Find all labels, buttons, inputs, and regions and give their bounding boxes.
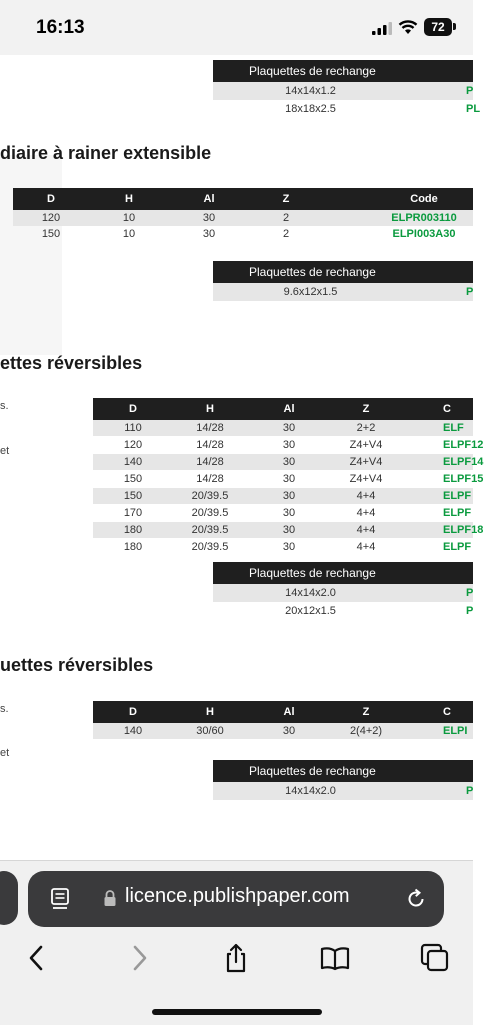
plaquettes-row: [213, 82, 473, 100]
cell-h: 10: [122, 228, 136, 240]
side-text: et: [0, 445, 10, 457]
plaquette-code[interactable]: P: [466, 785, 474, 797]
plaquettes-header: [213, 261, 473, 283]
cell-h: 14/28: [196, 473, 224, 485]
cell-d: 140: [123, 725, 143, 737]
cell-code[interactable]: ELPF: [443, 541, 472, 553]
plaquette-code[interactable]: PL: [466, 103, 481, 115]
col-h: H: [125, 193, 133, 205]
cell-d: 120: [123, 439, 143, 451]
reload-icon[interactable]: [404, 887, 428, 911]
cell-d: 120: [41, 212, 61, 224]
col-z: Z: [362, 706, 370, 718]
table-row: [93, 454, 484, 470]
col-al: Al: [203, 193, 215, 205]
cell-z: 4+4: [356, 524, 376, 536]
plaquette-size: 14x14x1.2: [285, 85, 336, 97]
plaquette-code[interactable]: P: [466, 85, 474, 97]
table-row: [93, 471, 484, 487]
bookmarks-icon[interactable]: [320, 943, 350, 973]
col-z: Z: [282, 193, 290, 205]
cell-h: 14/28: [196, 456, 224, 468]
table-row: [93, 723, 473, 739]
col-al: Al: [283, 706, 295, 718]
forward-icon[interactable]: [124, 943, 154, 973]
plaquette-size: 20x12x1.5: [285, 605, 336, 617]
table-row: [93, 420, 473, 436]
battery-icon: [424, 18, 452, 36]
col-d: D: [47, 193, 55, 205]
plaquettes-row: [213, 602, 473, 620]
cell-z: 4+4: [356, 507, 376, 519]
cell-code[interactable]: ELPI: [443, 725, 468, 737]
col-h: H: [206, 403, 214, 415]
browser-toolbar: [0, 860, 473, 1025]
cell-d: 170: [123, 507, 143, 519]
cell-code[interactable]: ELPI003A30: [392, 228, 456, 240]
cell-code[interactable]: ELPF15: [443, 473, 484, 485]
cell-al: 30: [282, 473, 296, 485]
plaquettes-row: [213, 584, 473, 602]
plaquette-code[interactable]: P: [466, 286, 474, 298]
table-row: [13, 210, 473, 226]
plaquettes-header: [213, 562, 473, 584]
plaquette-code[interactable]: P: [466, 605, 474, 617]
table-row: [13, 226, 473, 242]
cell-d: 180: [123, 524, 143, 536]
section-title: diaire à rainer extensible: [0, 143, 212, 163]
col-h: H: [206, 706, 214, 718]
back-icon[interactable]: [22, 943, 52, 973]
plaquettes-header-label: Plaquettes de rechange: [249, 265, 376, 279]
status-time: 16:13: [36, 17, 85, 38]
col-d: D: [129, 706, 137, 718]
plaquettes-row: [213, 100, 481, 118]
cell-code[interactable]: ELPF18: [443, 524, 484, 536]
cell-z: 4+4: [356, 541, 376, 553]
cell-d: 140: [123, 456, 143, 468]
table-header: [93, 398, 473, 420]
cell-z: 2(4+2): [349, 725, 383, 737]
col-d: D: [129, 403, 137, 415]
reader-icon[interactable]: [50, 888, 70, 910]
table-row: [93, 488, 473, 504]
web-page: [0, 55, 484, 860]
cell-al: 30: [282, 456, 296, 468]
cell-al: 30: [202, 212, 216, 224]
wifi-icon: [398, 19, 418, 35]
cell-h: 30/60: [196, 725, 224, 737]
cell-al: 30: [282, 524, 296, 536]
cell-al: 30: [282, 507, 296, 519]
tabs-icon[interactable]: [420, 943, 450, 973]
col-code: C: [443, 706, 451, 718]
cell-h: 14/28: [196, 439, 224, 451]
cell-z: 2: [282, 228, 290, 240]
cellular-signal-icon: [372, 22, 392, 35]
table-row: [93, 505, 473, 521]
cell-d: 110: [124, 422, 142, 434]
table-row: [93, 522, 484, 538]
battery-tip: [453, 23, 456, 30]
share-icon[interactable]: [221, 943, 251, 973]
cell-z: 4+4: [356, 490, 376, 502]
plaquettes-header: [213, 60, 473, 82]
side-text: et: [0, 747, 10, 759]
battery-level: 72: [431, 20, 445, 34]
plaquette-code[interactable]: P: [466, 587, 474, 599]
plaquettes-header-label: Plaquettes de rechange: [249, 764, 376, 778]
lock-icon: [103, 889, 117, 907]
cell-z: 2: [282, 212, 290, 224]
cell-h: 10: [122, 212, 136, 224]
side-text: s.: [0, 400, 9, 412]
cell-code[interactable]: ELPF: [443, 507, 472, 519]
background-panel: [0, 155, 62, 355]
cell-z: 2+2: [356, 422, 376, 434]
cell-d: 150: [123, 490, 143, 502]
table-header: [13, 188, 473, 210]
cell-z: Z4+V4: [349, 456, 383, 468]
col-code: Code: [410, 193, 438, 205]
plaquettes-row: [213, 782, 473, 800]
plaquette-size: 14x14x2.0: [285, 785, 336, 797]
cell-h: 20/39.5: [191, 507, 229, 519]
cell-al: 30: [282, 541, 296, 553]
cell-h: 20/39.5: [191, 541, 229, 553]
cell-al: 30: [282, 439, 296, 451]
cell-h: 20/39.5: [191, 490, 229, 502]
previous-tab-preview[interactable]: [0, 871, 18, 925]
plaquettes-header: [213, 760, 473, 782]
cell-al: 30: [282, 490, 296, 502]
plaquettes-header-label: Plaquettes de rechange: [249, 64, 376, 78]
section-title: uettes réversibles: [0, 655, 154, 675]
cell-h: 20/39.5: [191, 524, 229, 536]
cell-d: 180: [123, 541, 143, 553]
col-z: Z: [362, 403, 370, 415]
cell-z: Z4+V4: [349, 439, 383, 451]
url-text[interactable]: licence.publishpaper.com: [125, 885, 350, 907]
col-al: Al: [283, 403, 295, 415]
home-indicator[interactable]: [152, 1009, 322, 1015]
table-row: [93, 539, 473, 555]
cell-al: 30: [282, 725, 296, 737]
cell-z: Z4+V4: [349, 473, 383, 485]
cell-code[interactable]: ELF: [443, 422, 464, 434]
plaquettes-row: [213, 283, 473, 301]
cell-al: 30: [282, 422, 296, 434]
cell-code[interactable]: ELPF12: [443, 439, 484, 451]
status-bar: [0, 0, 473, 55]
cell-code[interactable]: ELPF: [443, 490, 472, 502]
cell-al: 30: [202, 228, 216, 240]
side-text: s.: [0, 703, 9, 715]
plaquette-size: 9.6x12x1.5: [283, 286, 338, 298]
table-header: [93, 701, 473, 723]
cell-h: 14/28: [196, 422, 224, 434]
plaquette-size: 14x14x2.0: [285, 587, 336, 599]
cell-d: 150: [41, 228, 61, 240]
section-title: ettes réversibles: [0, 353, 143, 373]
col-code: C: [443, 403, 451, 415]
plaquettes-header-label: Plaquettes de rechange: [249, 566, 376, 580]
cell-code[interactable]: ELPF14: [443, 456, 484, 468]
cell-d: 150: [123, 473, 143, 485]
table-row: [93, 437, 484, 453]
plaquette-size: 18x18x2.5: [285, 103, 336, 115]
cell-code[interactable]: ELPR003110: [391, 212, 457, 224]
